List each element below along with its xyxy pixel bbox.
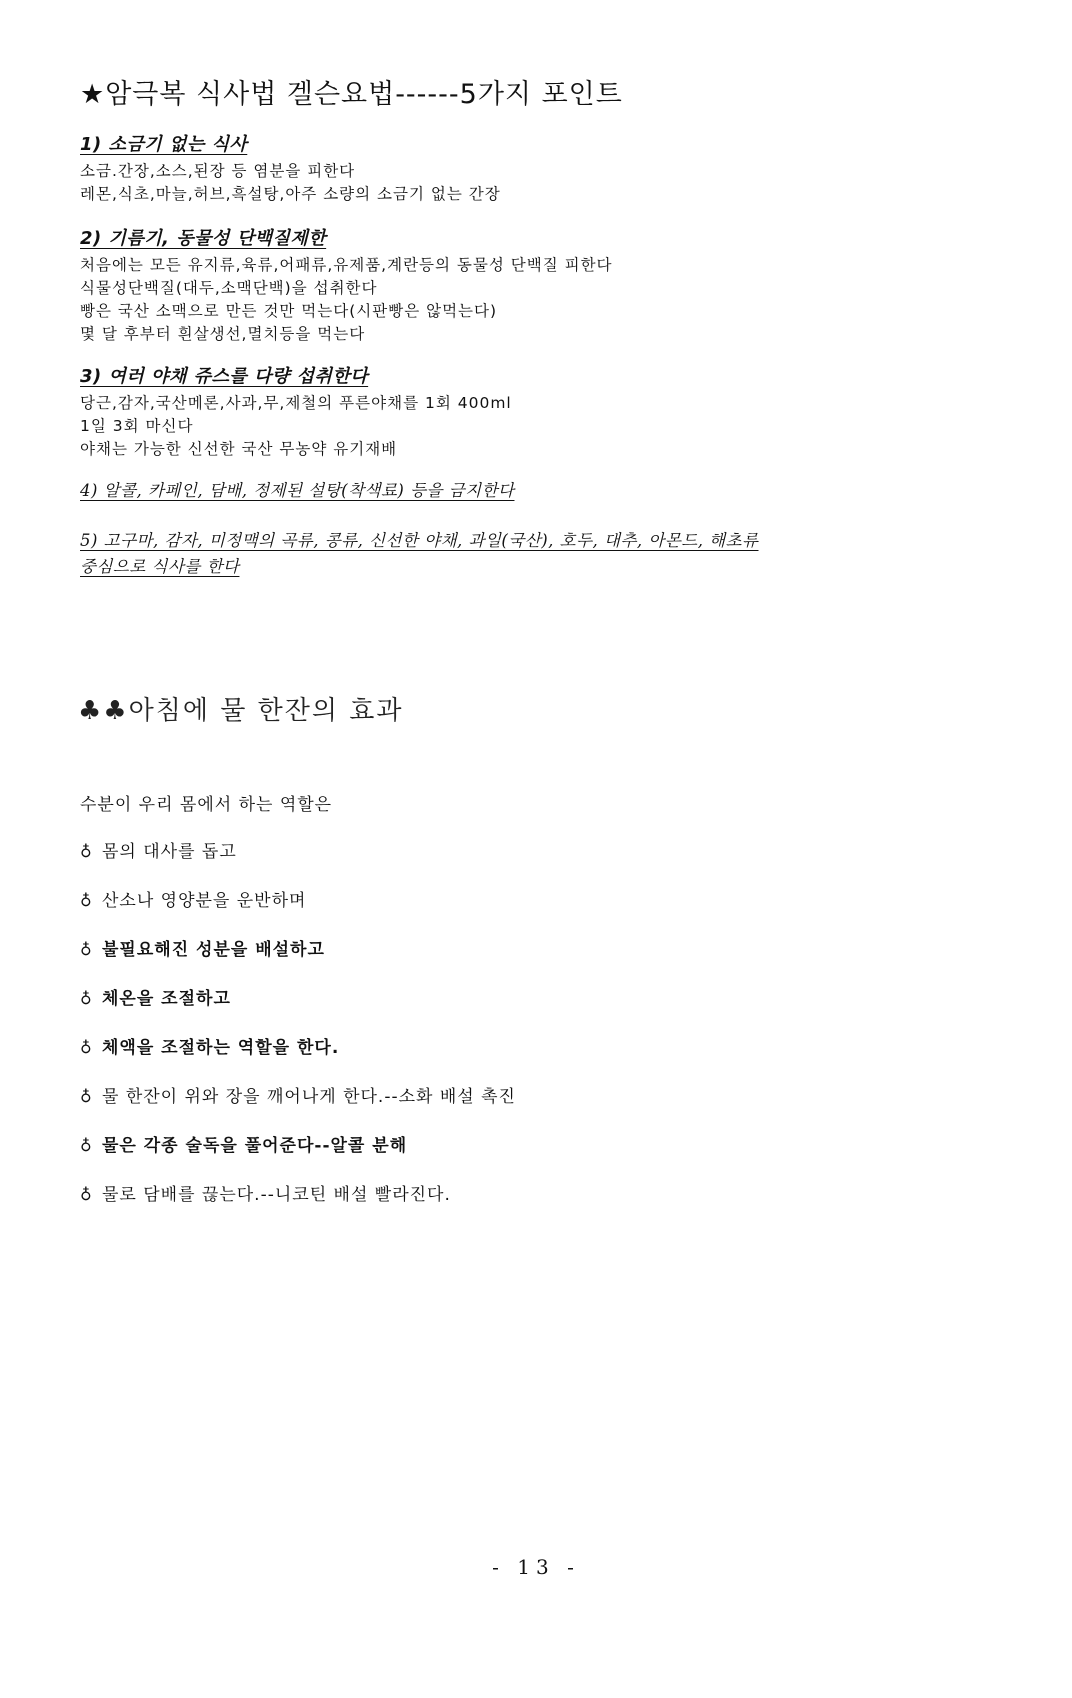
- section-1: [80, 132, 501, 206]
- section-2-line: 빵은 국산 소맥으로 만든 것만 먹는다(시판빵은 않먹는다): [80, 302, 498, 320]
- water-item-text: 몸의 대사를 돕고: [102, 842, 237, 862]
- section-1-heading: 1) 소금기 없는 식사: [80, 134, 248, 155]
- water-item-text: 산소나 영양분을 운반하며: [102, 891, 307, 911]
- water-item: [80, 1131, 516, 1180]
- water-item-text: 체온을 조절하고: [102, 989, 231, 1009]
- water-item-text: 물로 담배를 끊는다.--니코틴 배설 빨라진다.: [102, 1185, 451, 1205]
- section-3-line: 야채는 가능한 신선한 국산 무농약 유기재배: [80, 440, 398, 458]
- water-item: [80, 837, 516, 886]
- section-2-line: 몇 달 후부터 흰살생선,멸치등을 먹는다: [80, 325, 366, 343]
- section-3-line: 1일 3회 마신다: [80, 417, 194, 435]
- bullet-icon: ♁: [80, 891, 93, 910]
- section-3: [80, 364, 512, 461]
- water-item: [80, 1033, 516, 1082]
- water-item: [80, 1082, 516, 1131]
- water-item-text: 물 한잔이 위와 장을 깨어나게 한다.--소화 배설 촉진: [102, 1087, 516, 1107]
- section-2-heading: 2) 기름기, 동물성 단백질제한: [80, 228, 327, 249]
- water-item-text: 불필요해진 성분을 배설하고: [102, 940, 325, 960]
- page-title: ★암극복 식사법 겔슨요법------5가지 포인트: [80, 79, 623, 110]
- point-5-line: 5) 고구마, 감자, 미정맥의 곡류, 콩류, 신선한 야채, 과일(국산), 호두, 대추, 아몬드, 해초류: [80, 531, 759, 550]
- section-2-line: 처음에는 모든 유지류,육류,어패류,유제품,계란등의 동물성 단백질 피한다: [80, 256, 613, 274]
- water-item: [80, 1180, 516, 1229]
- water-item: [80, 935, 516, 984]
- water-intro: 수분이 우리 몸에서 하는 역할은: [80, 795, 333, 815]
- page-number: - 13 -: [492, 1555, 580, 1579]
- bullet-icon: ♁: [80, 989, 93, 1008]
- section-3-line: 당근,감자,국산메론,사과,무,제철의 푸른야채를 1회 400ml: [80, 394, 512, 412]
- water-section-title: ♣♣아침에 물 한잔의 효과: [78, 696, 404, 726]
- water-item-text: 체액을 조절하는 역할을 한다.: [102, 1038, 340, 1058]
- bullet-icon: ♁: [80, 1136, 93, 1155]
- point-5: [80, 528, 759, 580]
- bullet-icon: ♁: [80, 1038, 93, 1057]
- point-5-line: 중심으로 식사를 한다: [80, 557, 240, 576]
- bullet-icon: ♁: [80, 940, 93, 959]
- bullet-icon: ♁: [80, 1087, 93, 1106]
- section-1-line: 레몬,식초,마늘,허브,흑설탕,아주 소량의 소금기 없는 간장: [80, 185, 501, 203]
- water-section: [80, 790, 516, 1229]
- section-1-line: 소금.간장,소스,된장 등 염분을 피한다: [80, 162, 356, 180]
- water-item: [80, 886, 516, 935]
- section-2: [80, 226, 613, 346]
- bullet-icon: ♁: [80, 1185, 93, 1204]
- bullet-icon: ♁: [80, 842, 93, 861]
- section-2-line: 식물성단백질(대두,소맥단백)을 섭취한다: [80, 279, 378, 297]
- section-3-heading: 3) 여러 야채 쥬스를 다량 섭취한다: [80, 366, 369, 387]
- water-item-text: 물은 각종 술독을 풀어준다--알콜 분해: [102, 1136, 408, 1156]
- point-4: 4) 알콜, 카페인, 담배, 정제된 설탕(착색료) 등을 금지한다: [80, 481, 515, 500]
- water-item: [80, 984, 516, 1033]
